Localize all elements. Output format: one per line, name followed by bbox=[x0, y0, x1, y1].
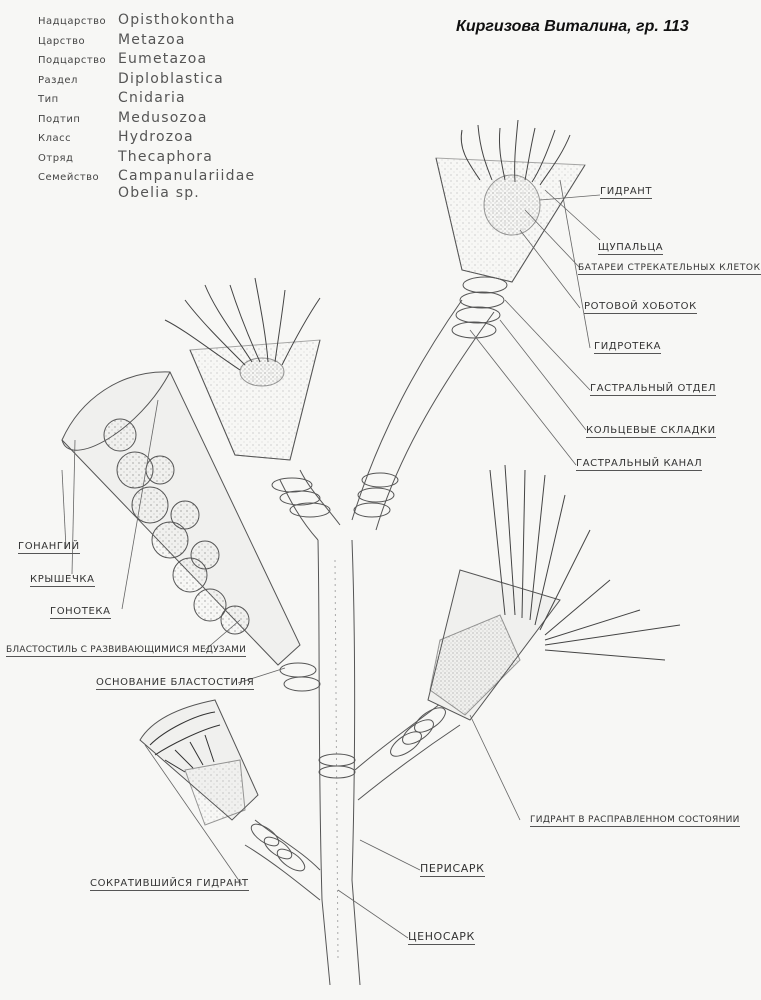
label-hydrant-expanded: ГИДРАНТ В РАСПРАВЛЕННОМ СОСТОЯНИИ bbox=[530, 815, 740, 825]
annular-folds-left bbox=[272, 478, 330, 517]
hydrant-expanded bbox=[428, 465, 680, 720]
label-perisarc: ПЕРИСАРК bbox=[420, 862, 485, 875]
hydrant-contracted bbox=[140, 700, 258, 825]
taxonomy-rank: Отряд bbox=[38, 152, 74, 164]
taxonomy-name: Medusozoa bbox=[118, 109, 208, 126]
taxonomy-rank: Раздел bbox=[38, 74, 78, 86]
label-blastostyle: БЛАСТОСТИЛЬ С РАЗВИВАЮЩИМИСЯ МЕДУЗАМИ bbox=[6, 645, 246, 655]
taxonomy-name: Eumetazoa bbox=[118, 51, 208, 67]
label-proboscis: РОТОВОЙ ХОБОТОК bbox=[584, 301, 697, 312]
taxonomy-rank: Тип bbox=[38, 94, 59, 105]
label-hydrant: ГИДРАНТ bbox=[600, 186, 653, 197]
annular-folds-top bbox=[452, 277, 507, 338]
label-gastral-section: ГАСТРАЛЬНЫЙ ОТДЕЛ bbox=[590, 383, 717, 394]
label-nematocyst-batteries: БАТАРЕИ СТРЕКАТЕЛЬНЫХ КЛЕТОК bbox=[578, 263, 761, 273]
hydrant-top bbox=[436, 120, 585, 282]
taxonomy-name: Hydrozoa bbox=[118, 129, 194, 145]
label-contracted-hydrant: СОКРАТИВШИЙСЯ ГИДРАНТ bbox=[90, 878, 249, 889]
annular-folds-lower-right bbox=[387, 703, 450, 761]
label-hydrotheca: ГИДРОТЕКА bbox=[594, 341, 662, 352]
label-blastostyle-base: ОСНОВАНИЕ БЛАСТОСТИЛЯ bbox=[96, 677, 255, 688]
upper-stem bbox=[352, 300, 494, 530]
taxonomy-name: Campanulariidae bbox=[118, 168, 256, 184]
taxonomy-rank: Подтип bbox=[38, 113, 81, 125]
taxonomy-name: Cnidaria bbox=[118, 90, 186, 106]
label-tentacles: ЩУПАЛЬЦА bbox=[598, 242, 664, 253]
taxonomy-rank: Класс bbox=[38, 133, 72, 144]
taxonomy-rank: Семейство bbox=[38, 172, 100, 183]
species-name: Obelia sp. bbox=[118, 185, 200, 201]
leader-lines bbox=[62, 180, 600, 938]
taxonomy-name: Metazoa bbox=[118, 31, 186, 48]
label-gastral-canal: ГАСТРАЛЬНЫЙ КАНАЛ bbox=[576, 458, 703, 469]
taxonomy-name: Thecaphora bbox=[118, 148, 213, 165]
annular-folds-gonangium bbox=[280, 663, 320, 691]
annular-folds-lower-left bbox=[248, 820, 308, 875]
taxonomy-rank: Надцарство bbox=[38, 16, 107, 27]
taxonomy-rank: Царство bbox=[38, 35, 86, 47]
label-gonotheca: ГОНОТЕКА bbox=[50, 606, 111, 617]
label-coenosarc: ЦЕНОСАРК bbox=[408, 930, 475, 943]
taxonomy-name: Opisthokontha bbox=[118, 12, 236, 28]
taxonomy-rank: Подцарство bbox=[38, 55, 107, 66]
label-annular-folds: КОЛЬЦЕВЫЕ СКЛАДКИ bbox=[586, 425, 716, 436]
author-caption: Киргизова Виталина, гр. 113 bbox=[456, 18, 689, 35]
label-gonangium: ГОНАНГИЙ bbox=[18, 541, 80, 552]
taxonomy-name: Diploblastica bbox=[118, 70, 224, 87]
label-lid: КРЫШЕЧКА bbox=[30, 574, 95, 585]
